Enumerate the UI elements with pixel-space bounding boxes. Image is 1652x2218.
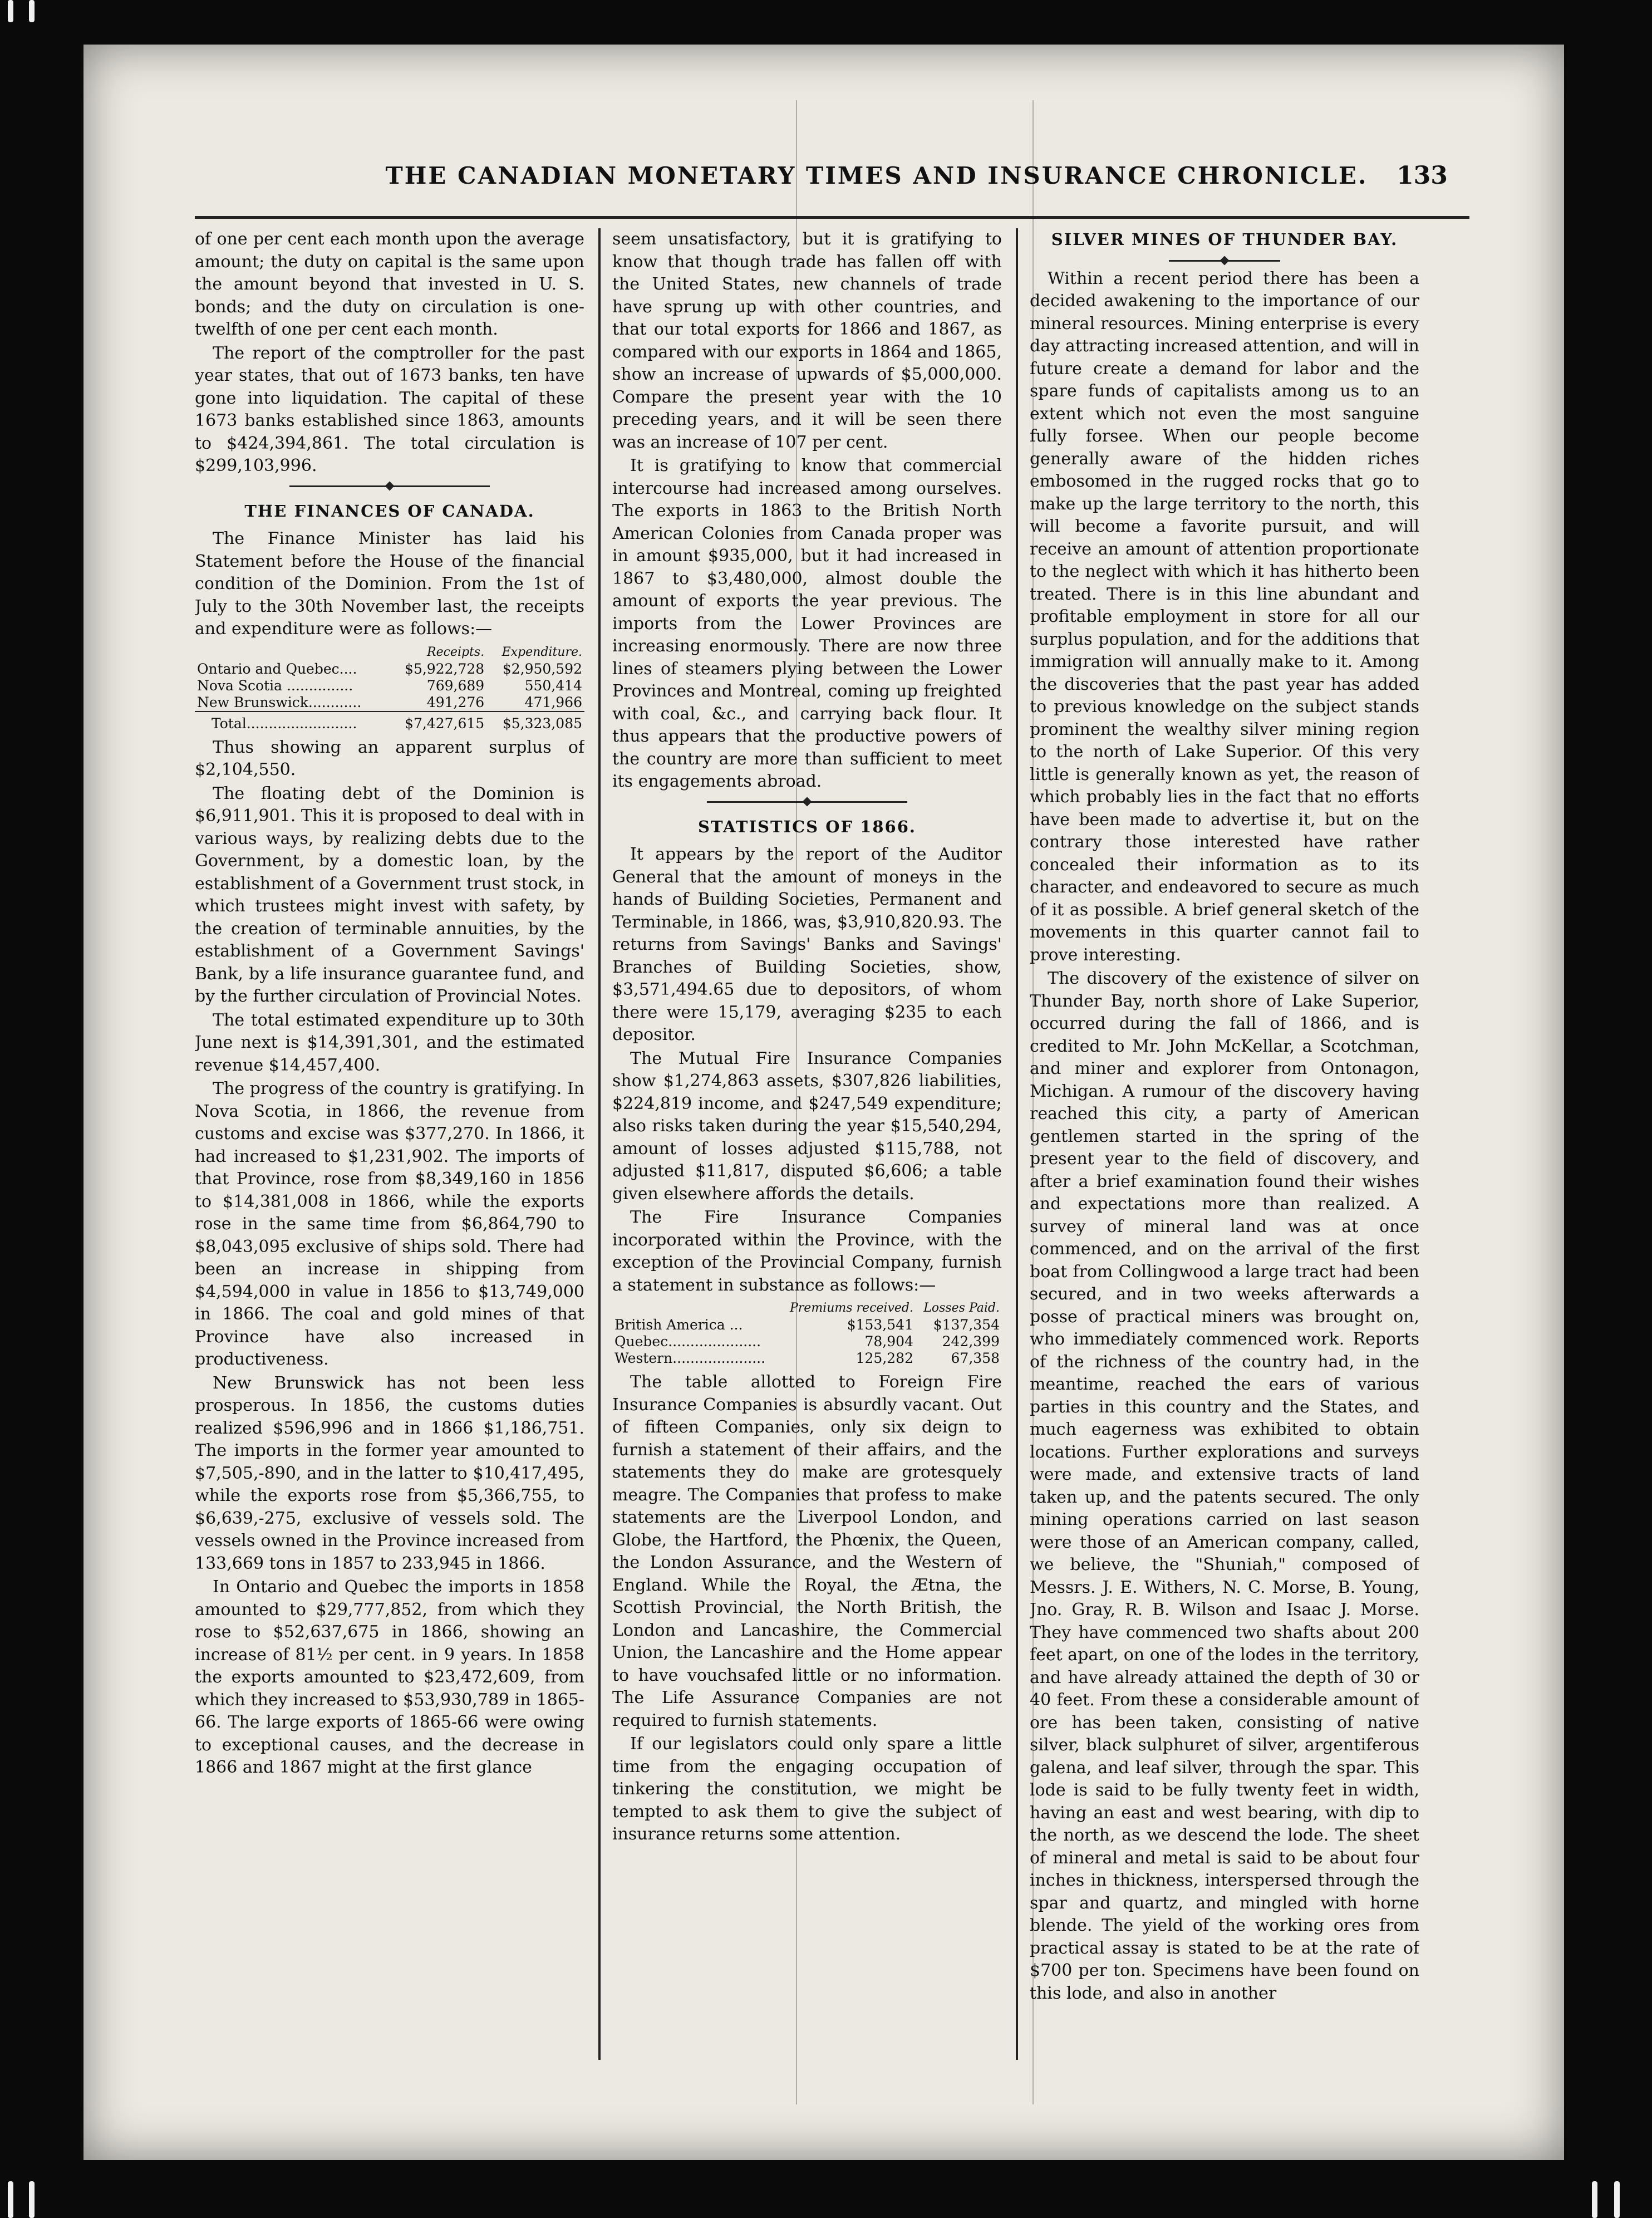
film-mark — [29, 2181, 35, 2218]
paragraph: The discovery of the existence of silver on Thunder Bay, north shore of Lake Superior, occurred during the fall of 1866, and is credited to Mr. John McKellar, a Scotchman, and miner and explorer from Ontonagon, Michigan. A rumour of the discovery having reached this city, a party of American gentlemen started in the spring of the present year to the field of discovery, and after a brief examination found their wishes and expectations more than realized. A survey of mineral land was at once commenced, and on the arrival of the first boat from Collingwood a large tract had been secured, and in two weeks afterwards a posse of practical miners was brought on, who immediately commenced work. Reports of the richness of the country had, in the meantime, reached the ears of various parties in this country and the States, and much eagerness was exhibited to obtain locations. Further explorations and surveys were made, and extensive tracts of land taken up, and the patents secured. The only mining operations carried on last season were those of an American company, called, we believe, the "Shuniah," composed of Messrs. J. E. Withers, N. C. Morse, B. Young, Jno. Gray, R. B. Wilson and Isaac J. Morse. They have commenced two shafts about 200 feet apart, on one of the lodes in the territory, and have already attained the depth of 30 or 40 feet. From these a considerable amount of ore has been taken, consisting of native silver, black sulphuret of silver, argentiferous galena, and leaf silver, through the spar. This lode is said to be fully twenty feet in width, having an east and west bearing, with dip to the north, as we descend the lode. The sheet of mineral and metal is said to be about four inches in thickness, interspersed through the spar and quartz, and mingled with horne blende. The yield of the working ores from practical assay is stated to be at the rate of $700 per ton. Specimens have been found on this lode, and also in another — [1030, 969, 1419, 2003]
cell: 769,689 — [426, 677, 485, 694]
film-mark — [1614, 2181, 1620, 2218]
table-header-row — [612, 1300, 1002, 1317]
paragraph: New Brunswick has not been less prosperous. In 1856, the customs duties realized $596,996 and in 1866 $1,186,751. The imports in the former year amounted to $7,505,-890, and in the latter to $10,417,495, while the exports rose from $5,366,755, to $6,639,-275, exclusive of vessels sold. The vessels owned in the Province increased from 133,669 tons in 1857 to 233,945 in 1866. — [195, 1373, 584, 1573]
cell: 471,966 — [524, 694, 582, 710]
cell: $137,354 — [933, 1317, 1000, 1333]
paragraph: The floating debt of the Dominion is $6,911,901. This it is proposed to deal with in various ways, by realizing debts due to the Government, by a domestic loan, by the establishment of a Government trust stock, in which trustees might invest with safety, by the creation of terminable annuities, by the establishment of a Government Savings' Bank, by a life insurance guarantee fund, and by the further circulation of Provincial Notes. — [195, 783, 584, 1006]
paragraph: The Mutual Fire Insurance Companies show $1,274,863 assets, $307,826 liabilities, $224,819 income, and $247,549 expenditure; also risks taken during the year $15,540,294, amount of losses adjusted $115,788, not adjusted $11,817, disputed $6,606; a table given elsewhere affords the details. — [612, 1048, 1002, 1204]
film-mark — [1592, 2181, 1597, 2218]
section-divider — [195, 482, 584, 490]
paragraph: The Finance Minister has laid his Statement before the House of the financial condition of the Dominion. From the 1st of July to the 30th November last, the receipts and expenditure were as follows:— — [195, 529, 584, 639]
column-1 — [195, 228, 584, 2060]
table-row — [195, 661, 584, 678]
film-mark — [8, 2181, 13, 2218]
column-header: Premiums received. — [789, 1301, 913, 1315]
section-heading: SILVER MINES OF THUNDER BAY. — [1051, 230, 1398, 249]
section-heading: STATISTICS OF 1866. — [698, 817, 916, 836]
section-divider — [1030, 257, 1419, 264]
paragraph: The Fire Insurance Companies incorporated within the Province, with the exception of the Provincial Company, furnish a statement in substance as follows:— — [612, 1208, 1002, 1295]
table-row — [195, 678, 584, 694]
paragraph: The progress of the country is gratifying. In Nova Scotia, in 1866, the revenue from customs and excise was $377,270. In 1866, it had increased to $1,231,902. The imports of that Province, rose from $8,349,160 in 1856 to $14,381,008 in 1866, while the exports rose in the same time from $6,864,790 to $8,043,095 exclusive of ships sold. There had been an increase in shipping from $4,594,000 in value in 1856 to $13,749,000 in 1866. The coal and gold mines of that Province have also increased in productiveness. — [195, 1079, 584, 1369]
paragraph: Within a recent period there has been a decided awakening to the importance of our mineral resources. Mining enterprise is every day attracting increased attention, and will in future create a demand for labor and the spare funds of capitalists among us to an extent which not even the most sanguine fully forsee. When our people become generally aware of the hidden riches embosomed in the rugged rocks that go to make up the large territory to the north, this will become a favorite pursuit, and will receive an amount of attention proportionate to the neglect with which it has hitherto been treated. There is in this line abundant and profitable employment in store for all our surplus population, and for the additions that immigration will annually make to it. Among the discoveries that the past year has added to previous knowledge on the subject stands prominent the wealthy silver mining region to the north of Lake Superior. Of this very little is generally known as yet, the reason of which probably lies in the fact that no efforts have been made to advertise it, but on the contrary those interested have rather concealed their information as to its character, and endeavored to secure as much of it as possible. A brief general sketch of the movements in this quarter cannot fail to prove interesting. — [1030, 268, 1419, 965]
row-label: New Brunswick............ — [197, 694, 362, 710]
paragraph: of one per cent each month upon the average amount; the duty on capital is the same upon the amount beyond that invested in U. S. bonds; and the duty on circulation is one-twelfth of one per cent each month. — [195, 229, 584, 339]
cell: 67,358 — [951, 1350, 1000, 1366]
row-label: Western..................... — [614, 1350, 766, 1366]
section-heading: THE FINANCES OF CANADA. — [244, 501, 535, 521]
column-header: Expenditure. — [502, 645, 582, 659]
cell: $7,427,615 — [390, 711, 486, 732]
table-total-row — [195, 711, 584, 732]
masthead — [83, 145, 1564, 206]
cell: $5,922,728 — [405, 660, 485, 677]
film-mark — [29, 0, 35, 22]
paragraph: In Ontario and Quebec the imports in 1858 amounted to $29,777,852, from which they rose to $52,637,675 in 1866, showing an increase of 81½ per cent. in 9 years. In 1858 the exports amounted to $23,472,609, from which they increased to $53,930,789 in 1865-66. The large exports of 1865-66 were owing to exceptional causes, and the decrease in 1866 and 1867 might at the first glance — [195, 1577, 584, 1777]
paragraph: The report of the comptroller for the past year states, that out of 1673 banks, ten have gone into liquidation. The capital of these 1673 banks established since 1863, amounts to $424,394,861. The total circulation is $299,103,996. — [195, 343, 584, 475]
paragraph: It is gratifying to know that commercial intercourse had increased among ourselves. The exports in 1863 to the British North American Colonies from Canada proper was in amount $935,000, but it had increased in 1867 to $3,480,000, almost double the amount of exports the year previous. The imports from the Lower Provinces are increasing enormously. There are now three lines of steamers plying between the Lower Provinces and Montreal, coming up freighted with coal, &c., and carrying back flour. It thus appears that the productive powers of the country are more than sufficient to meet its engagements abroad. — [612, 456, 1002, 791]
column-header: Receipts. — [427, 645, 485, 659]
cell: 550,414 — [524, 677, 582, 694]
table-row — [612, 1317, 1002, 1333]
cell: 242,399 — [942, 1333, 1000, 1350]
row-label: Quebec..................... — [614, 1333, 761, 1350]
paragraph: It appears by the report of the Auditor General that the amount of moneys in the hands of Building Societies, Permanent and Terminable, in 1866, was, $3,910,820.93. The returns from Savings' Banks and Savings' Branches of Building Societies, show, $3,571,494.65 due to depositors, of whom there were 15,179, averaging $235 to each depositor. — [612, 845, 1002, 1044]
row-label: Ontario and Quebec.... — [197, 660, 357, 677]
cell: 491,276 — [426, 694, 485, 710]
column-3 — [1030, 228, 1419, 2060]
row-label: Nova Scotia ............... — [197, 677, 353, 694]
column-2 — [612, 228, 1002, 2060]
column-header: Losses Paid. — [923, 1301, 1000, 1315]
cell: $153,541 — [847, 1317, 913, 1333]
cell: 78,904 — [864, 1333, 913, 1350]
premiums-losses-table — [612, 1300, 1002, 1367]
receipts-expenditure-table — [195, 644, 584, 732]
row-label: British America ... — [614, 1317, 743, 1333]
cell: 125,282 — [856, 1350, 913, 1366]
publication-title: THE CANADIAN MONETARY TIMES AND INSURANCE CHRONICLE. — [385, 161, 1368, 189]
paragraph: seem unsatisfactory, but it is gratifying to know that though trade has fallen off with the United States, new channels of trade have sprung up with other countries, and that our total exports for 1866 and 1867, as compared with our exports in 1864 and 1865, show an increase of upwards of $5,000,000. Compare the present year with the 10 preceding years, and it will be seen there was an increase of 107 per cent. — [612, 229, 1002, 452]
film-mark — [8, 0, 13, 22]
cell: $2,950,592 — [502, 660, 582, 677]
table-row — [612, 1333, 1002, 1350]
page-number: 133 — [1397, 161, 1448, 190]
column-rule — [598, 228, 601, 2060]
row-label: Total......................... — [195, 711, 390, 732]
table-row — [612, 1350, 1002, 1367]
header-rule — [195, 216, 1469, 219]
newspaper-page — [83, 45, 1564, 2160]
paragraph: The total estimated expenditure up to 30th June next is $14,391,301, and the estimated revenue $14,457,400. — [195, 1010, 584, 1075]
cell: $5,323,085 — [486, 711, 584, 732]
paragraph: If our legislators could only spare a little time from the engaging occupation of tinkering the constitution, we might be tempted to ask them to give the subject of insurance returns some attention. — [612, 1734, 1002, 1844]
table-header-row — [195, 644, 584, 661]
column-rule — [1016, 228, 1018, 2060]
table-row — [195, 694, 584, 711]
section-divider — [612, 798, 1002, 806]
paragraph: Thus showing an apparent surplus of $2,104,550. — [195, 737, 584, 779]
paragraph: The table allotted to Foreign Fire Insurance Companies is absurdly vacant. Out of fifteen Companies, only six deign to furnish a statement of their affairs, and the statements they do make are grotesquely meagre. The Companies that profess to make statements are the Liverpool London, and Globe, the Hartford, the Phœnix, the Queen, the London Assurance, and the Western of England. While the Royal, the Ætna, the Scottish Provincial, the North British, the London and Lancashire, the Commercial Union, the Lancashire and the Home appear to have vouchsafed little or no information. The Life Assurance Companies are not required to furnish statements. — [612, 1372, 1002, 1730]
